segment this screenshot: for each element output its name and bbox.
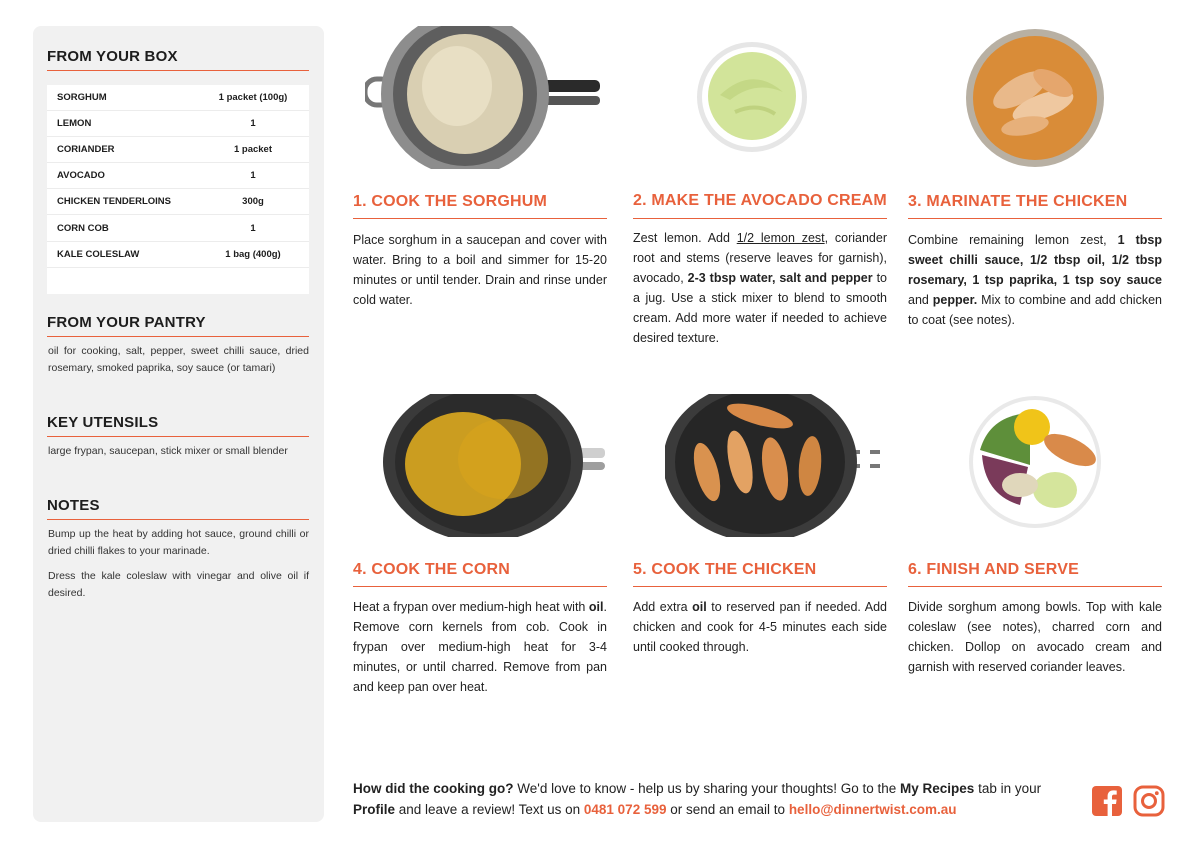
step-4-title: 4. COOK THE CORN — [353, 561, 510, 578]
sorghum-photo — [365, 26, 600, 169]
note-2: Dress the kale coleslaw with vinegar and olive oil if desired. — [48, 570, 309, 599]
table-row: CORN COB 1 — [47, 215, 309, 241]
finished-bowl-photo — [960, 395, 1110, 530]
note-1: Bump up the heat by adding hot sauce, ground chilli or dried chilli flakes to your marinade. — [48, 528, 309, 557]
instagram-icon[interactable] — [1133, 785, 1165, 817]
step-text-segment: Place sorghum in a saucepan and cover with water. Bring to a boil and simmer for 15-20 minutes or until tender. Drain and rinse under cold water. — [353, 233, 607, 307]
step-4-body — [353, 597, 607, 697]
my-recipes-link[interactable]: My Recipes — [900, 781, 975, 796]
step-6-rule — [908, 586, 1162, 587]
ingredients-table — [47, 85, 309, 294]
facebook-icon[interactable] — [1091, 785, 1123, 817]
phone-link[interactable]: 0481 072 599 — [583, 802, 667, 817]
step-3-rule — [908, 218, 1162, 219]
footer-question: How did the cooking go? — [353, 781, 514, 796]
table-row: SORGHUM 1 packet (100g) — [47, 85, 309, 111]
step-2-rule — [633, 218, 887, 219]
step-4-rule — [353, 586, 607, 587]
step-text-segment: Mix to combine and add chicken to coat (see notes). — [908, 293, 1162, 327]
pantry-text: oil for cooking, salt, pepper, sweet chilli sauce, dried rosemary, smoked paprika, soy sauce (or tamari) — [48, 345, 309, 374]
step-text-segment: Divide sorghum among bowls. Top with kale coleslaw (see notes), charred corn and chicken. Dollop on avocado cream and garnish with reserved coriander leaves. — [908, 600, 1162, 674]
step-6-body — [908, 597, 1162, 677]
step-1-rule — [353, 218, 607, 219]
step-text-segment: pepper. — [932, 293, 978, 307]
step-1-title: 1. COOK THE SORGHUM — [353, 193, 548, 210]
step-text-segment: to reserved pan if needed. Add chicken and cook for 4-5 minutes each side until cooked through. — [633, 600, 887, 654]
step-2-title: 2. MAKE THE AVOCADO CREAM — [633, 192, 887, 209]
notes-title: NOTES — [47, 497, 100, 514]
step-text-segment: and — [908, 293, 933, 307]
step-text-segment: 1 tbsp sweet chilli sauce, 1/2 tbsp oil, 1/2 tbsp rosemary, 1 tsp paprika, 1 tsp soy sauce — [908, 233, 1163, 287]
step-text-segment: Add extra — [633, 600, 693, 614]
box-title: FROM YOUR BOX — [47, 48, 178, 65]
step-text-segment: oil — [692, 600, 707, 614]
utensils-text: large frypan, saucepan, stick mixer or small blender — [48, 445, 288, 457]
table-row: CORIANDER 1 packet — [47, 137, 309, 163]
corn-frypan-photo — [383, 394, 605, 537]
utensils-title: KEY UTENSILS — [47, 414, 159, 431]
step-text-segment: . Remove corn kernels from cob. Cook in frypan over medium-high heat for 3-4 minutes, or until charred. Remove from pan and keep pan over heat. — [353, 600, 607, 694]
chicken-frypan-photo — [665, 394, 883, 537]
step-text-segment: Heat a frypan over medium-high heat with — [353, 600, 589, 614]
profile-link[interactable]: Profile — [353, 802, 396, 817]
step-3-title: 3. MARINATE THE CHICKEN — [908, 193, 1128, 210]
pantry-title: FROM YOUR PANTRY — [47, 314, 206, 331]
step-6-title: 6. FINISH AND SERVE — [908, 561, 1079, 578]
step-5-title: 5. COOK THE CHICKEN — [633, 561, 817, 578]
step-text-segment: Zest lemon. Add — [633, 231, 737, 245]
step-text-segment: Combine remaining lemon zest, — [908, 233, 1118, 247]
step-text-segment: to a jug. Use a stick mixer to blend to smooth cream. Add more water if needed to achieve desired texture. — [633, 271, 887, 345]
table-row: CHICKEN TENDERLOINS 300g — [47, 189, 309, 215]
utensils-rule — [47, 436, 309, 437]
feedback-footer: How did the cooking go? We'd love to know - help us by sharing your thoughts! Go to the My Recipes tab in your Profile and leave a review! Text us on 0481 072 599 or send an email to hello@dinnertwist.com.au — [353, 781, 1042, 817]
sidebar — [33, 26, 324, 822]
avocado-cream-photo — [695, 40, 810, 155]
table-row: AVOCADO 1 — [47, 163, 309, 189]
pantry-rule — [47, 336, 309, 337]
step-1-body — [353, 230, 607, 310]
step-text-segment: 1/2 lemon zest — [736, 231, 825, 245]
box-title-rule — [47, 70, 309, 71]
step-5-body — [633, 597, 887, 657]
table-row: KALE COLESLAW 1 bag (400g) — [47, 242, 309, 268]
table-row: LEMON 1 — [47, 111, 309, 137]
step-2-body — [633, 228, 887, 348]
notes-rule — [47, 519, 309, 520]
marinated-chicken-photo — [965, 28, 1105, 168]
step-text-segment: oil — [588, 600, 604, 614]
email-link[interactable]: hello@dinnertwist.com.au — [788, 802, 957, 817]
step-text-segment: , coriander root and stems (reserve leaves for garnish), avocado, — [633, 231, 887, 285]
step-text-segment: 2-3 tbsp water, salt and pepper — [687, 271, 873, 285]
step-3-body — [908, 230, 1162, 330]
step-5-rule — [633, 586, 887, 587]
